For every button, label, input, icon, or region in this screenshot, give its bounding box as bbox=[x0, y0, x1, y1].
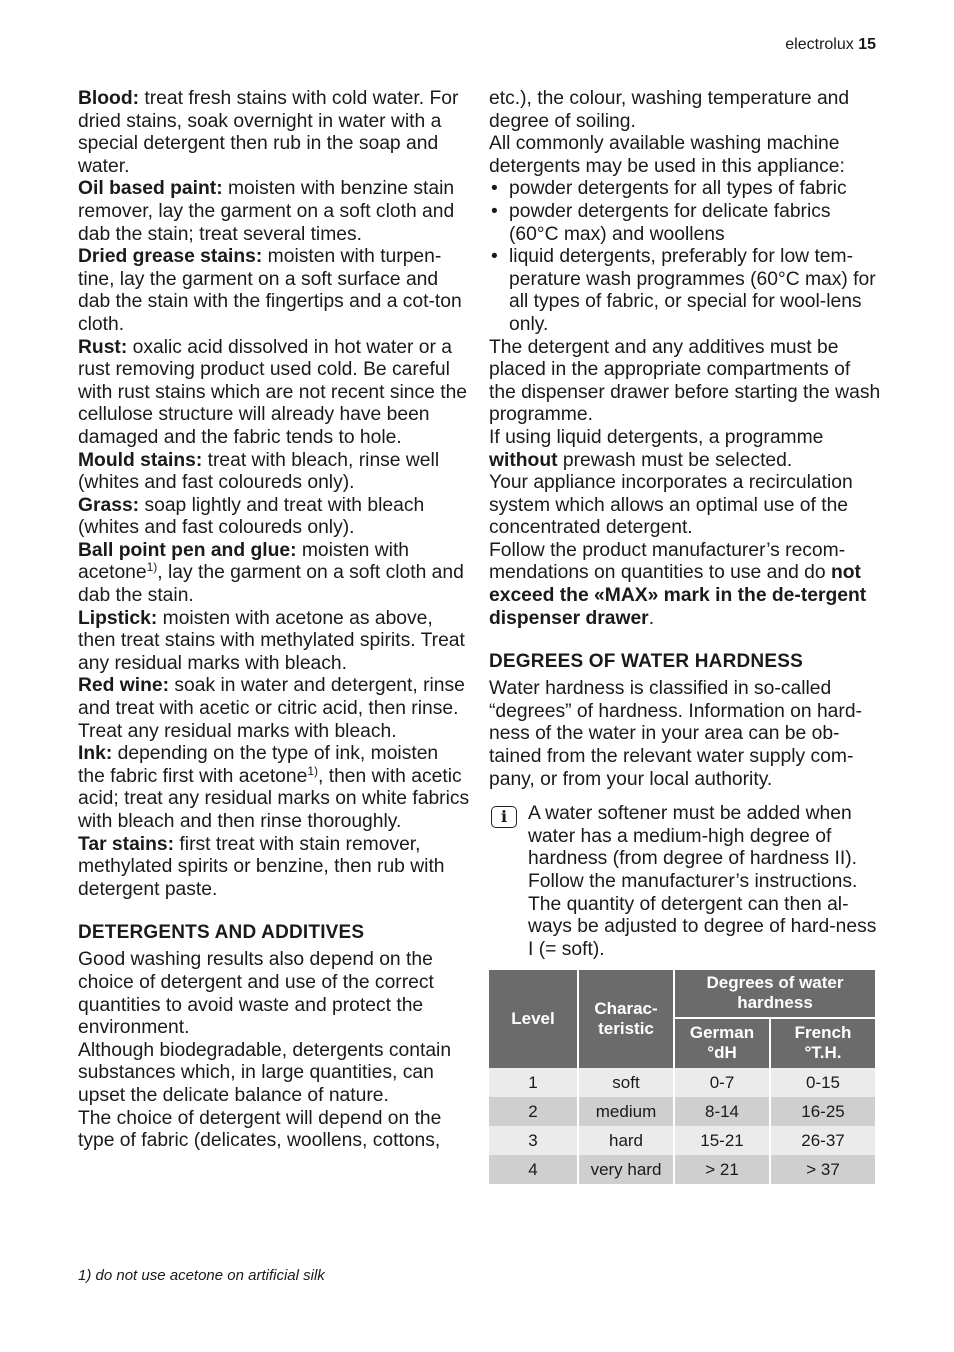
cell-french: 26-37 bbox=[770, 1126, 875, 1155]
list-item: • powder detergents for all types of fabric bbox=[489, 178, 881, 201]
cell-french: 16-25 bbox=[770, 1097, 875, 1126]
cell-level: 3 bbox=[489, 1126, 578, 1155]
cell-characteristic: very hard bbox=[578, 1155, 674, 1184]
table-header-row bbox=[489, 970, 875, 1018]
hardness-para-1: Water hardness is classified in so-called “degrees” of hardness. Information on hard-ness of the water in your area can be ob-tained from the relevant water supply com-pany, or from your local authority. bbox=[489, 678, 862, 790]
column-header-degrees: Degrees of water hardness bbox=[674, 970, 875, 1018]
detergents-para-4: All commonly available washing machine detergents may be used in this appliance: bbox=[489, 133, 845, 177]
info-note bbox=[489, 803, 881, 961]
cell-german: 0-7 bbox=[674, 1068, 770, 1097]
list-item: • liquid detergents, preferably for low tem-perature wash programmes (60°C max) for all types of fabric, or special for wool-lens only. bbox=[489, 246, 881, 336]
column-header-german: German °dH bbox=[674, 1018, 770, 1068]
cell-french: > 37 bbox=[770, 1155, 875, 1184]
detergents-para-3-cont: etc.), the colour, washing temperature and degree of soiling. bbox=[489, 88, 850, 132]
cell-characteristic: soft bbox=[578, 1068, 674, 1097]
page-header bbox=[785, 36, 876, 54]
detergents-heading: DETERGENTS AND ADDITIVES bbox=[78, 922, 365, 944]
brand-name: electrolux bbox=[785, 36, 854, 53]
cell-german: 8-14 bbox=[674, 1097, 770, 1126]
table-row bbox=[489, 1068, 875, 1097]
detergent-types-list bbox=[489, 178, 881, 336]
stain-red-wine: Red wine: soak in water and detergent, rinse and treat with acetic or citric acid, then rinse. Treat any residual marks with bleach. bbox=[78, 675, 465, 742]
detergents-para-3: The choice of detergent will depend on the type of fabric (delicates, woollens, cottons, bbox=[78, 1107, 442, 1152]
stain-tar: Tar stains: first treat with stain remover, methylated spirits or benzine, then rub with detergent paste. bbox=[78, 833, 445, 900]
detergents-para-2: Although biodegradable, detergents contain substances which, in large quantities, can upset the delicate balance of nature. bbox=[78, 1039, 452, 1106]
right-column bbox=[489, 88, 881, 961]
cell-characteristic: medium bbox=[578, 1097, 674, 1126]
detergents-para-5: The detergent and any additives must be placed in the appropriate compartments of the dispenser drawer before starting the wash programme. bbox=[489, 336, 881, 426]
list-item: • powder detergents for delicate fabrics (60°C max) and woollens bbox=[489, 201, 881, 246]
cell-german: 15-21 bbox=[674, 1126, 770, 1155]
stain-oil-paint: Oil based paint: moisten with benzine stain remover, lay the garment on a soft cloth and dab the stain; treat several times. bbox=[78, 178, 455, 245]
page-number: 15 bbox=[858, 36, 876, 53]
column-header-characteristic: Charac-teristic bbox=[578, 970, 674, 1068]
cell-french: 0-15 bbox=[770, 1068, 875, 1097]
stain-blood: Blood: treat fresh stains with cold water. For dried stains, soak overnight in water with a special detergent then rub in the soap and water. bbox=[78, 88, 459, 177]
cell-level: 4 bbox=[489, 1155, 578, 1184]
detergents-para-6: If using liquid detergents, a programme without prewash must be selected. bbox=[489, 426, 824, 471]
footnote: 1) do not use acetone on artificial silk bbox=[78, 1267, 325, 1284]
stain-lipstick: Lipstick: moisten with acetone as above, then treat stains with methylated spirits. Treat any residual marks with bleach. bbox=[78, 607, 465, 674]
stain-ballpoint: Ball point pen and glue: moisten with acetone$^{1)}$, lay the garment on a soft cloth and dab the stain. bbox=[78, 539, 464, 607]
detergents-para-8: Follow the product manufacturer’s recom-mendations on quantities to use and do not exceed the «MAX» mark in the de-tergent dispenser drawer. bbox=[489, 539, 867, 629]
stain-mould: Mould stains: treat with bleach, rinse well (whites and fast coloureds only). bbox=[78, 449, 440, 494]
stain-rust: Rust: oxalic acid dissolved in hot water or a rust removing product used cold. Be careful with rust stains which are not recent since the cellulose structure will already have been damaged and the fabric tends to hole. bbox=[78, 336, 468, 448]
hardness-heading: DEGREES OF WATER HARDNESS bbox=[489, 651, 803, 673]
table-row bbox=[489, 1126, 875, 1155]
footnote-ref: 1) bbox=[307, 763, 319, 778]
footnote-ref: 1) bbox=[146, 560, 158, 575]
stain-grass: Grass: soap lightly and treat with bleach (whites and fast coloureds only). bbox=[78, 494, 425, 539]
column-header-level: Level bbox=[489, 970, 578, 1068]
info-icon: i bbox=[491, 806, 517, 828]
detergents-para-1: Good washing results also depend on the choice of detergent and use of the correct quantities to avoid waste and protect the environment. bbox=[78, 949, 434, 1039]
cell-level: 1 bbox=[489, 1068, 578, 1097]
stain-dried-grease: Dried grease stains: moisten with turpen-tine, lay the garment on a soft surface and dab the stain with the fingertips and a cot-ton cloth. bbox=[78, 246, 462, 335]
info-note-text: A water softener must be added when water has a medium-high degree of hardness (from degree of hardness II). Follow the manufacturer’s instructions. The quantity of detergent can then al-ways be adjusted to degree of hard-ness I (= soft). bbox=[528, 803, 877, 960]
detergents-para-7: Your appliance incorporates a recirculation system which allows an optimal use of the concentrated detergent. bbox=[489, 472, 853, 539]
column-header-french: French °T.H. bbox=[770, 1018, 875, 1068]
left-column bbox=[78, 88, 470, 1153]
water-hardness-table bbox=[489, 970, 875, 1184]
stain-ink: Ink: depending on the type of ink, moisten the fabric first with acetone$^{1)}$, then with acetic acid; treat any residual marks on white fabrics with bleach and then rinse thoroughly. bbox=[78, 743, 470, 832]
cell-level: 2 bbox=[489, 1097, 578, 1126]
cell-characteristic: hard bbox=[578, 1126, 674, 1155]
table-row bbox=[489, 1155, 875, 1184]
cell-german: > 21 bbox=[674, 1155, 770, 1184]
table-row bbox=[489, 1097, 875, 1126]
